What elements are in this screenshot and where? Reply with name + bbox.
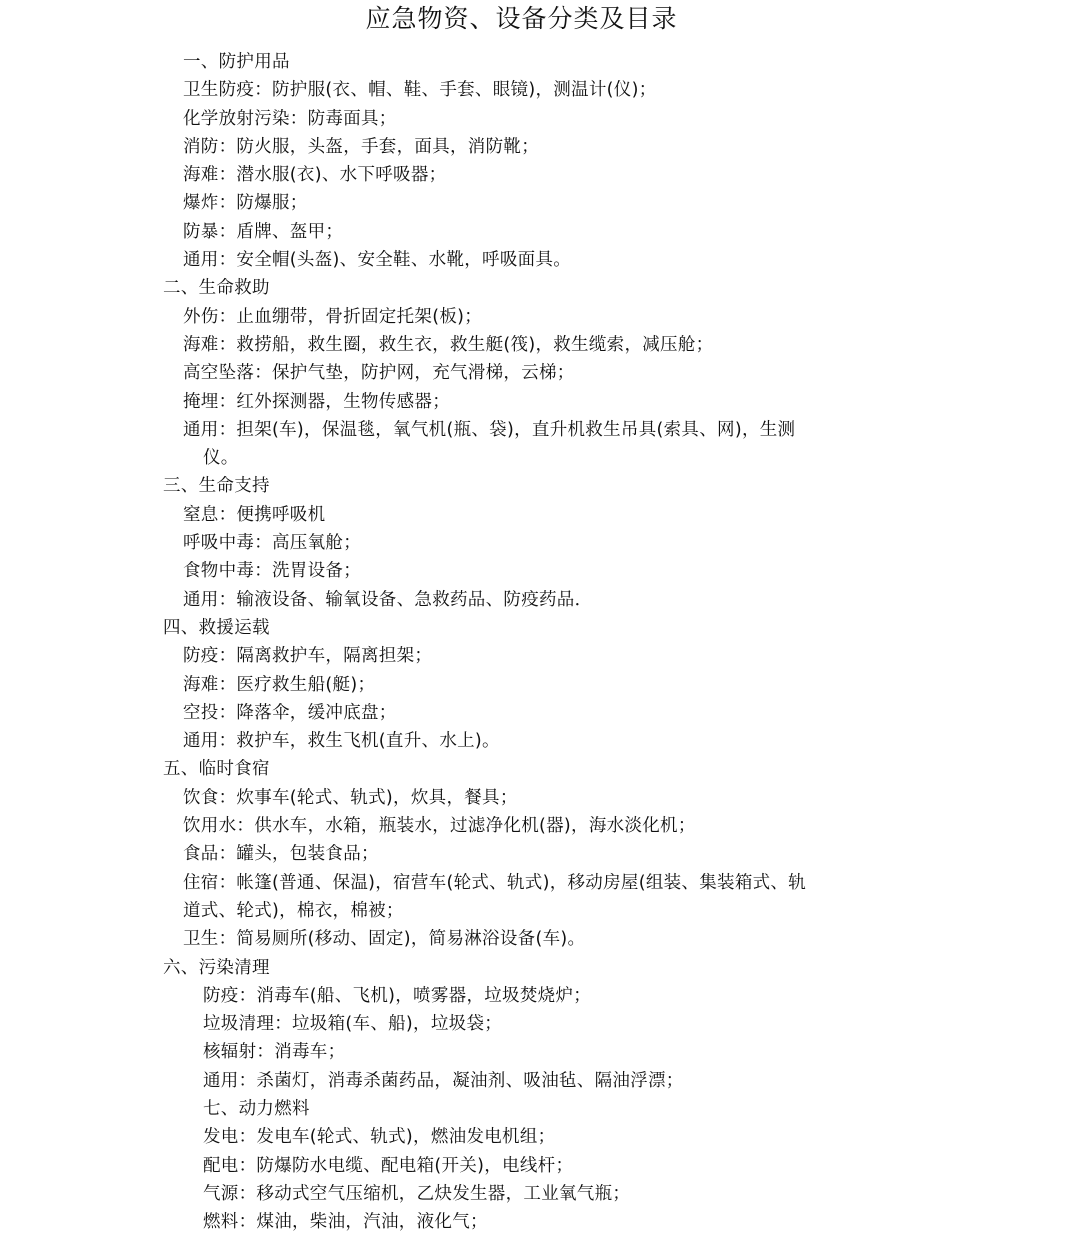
document-title: 应急物资、设备分类及目录 <box>365 4 678 33</box>
list-item: 通用：杀菌灯，消毒杀菌药品，凝油剂、吸油毡、隔油浮漂； <box>203 1070 684 1091</box>
section-heading-life-support: 三、生命支持 <box>163 476 270 497</box>
list-item: 食品：罐头，包装食品； <box>183 844 379 865</box>
list-item: 海难：医疗救生船(艇)； <box>183 674 376 695</box>
list-item: 通用：担架(车)，保温毯，氧气机(瓶、袋)，直升机救生吊具(索具、网)，生测 <box>183 419 796 440</box>
list-item: 掩埋：红外探测器，生物传感器； <box>183 391 450 412</box>
document-body <box>0 48 1080 1236</box>
list-item: 防疫：消毒车(船、飞机)，喷雾器，垃圾焚烧炉； <box>203 985 592 1006</box>
list-item: 通用：安全帽(头盔)、安全鞋、水靴，呼吸面具。 <box>183 250 572 271</box>
list-item: 饮食：炊事车(轮式、轨式)，炊具，餐具； <box>183 787 518 808</box>
list-item: 外伤：止血绷带，骨折固定托架(板)； <box>183 306 483 327</box>
list-item: 防疫：隔离救护车，隔离担架； <box>183 646 433 667</box>
list-item: 卫生：简易厕所(移动、固定)，简易淋浴设备(车)。 <box>183 929 586 950</box>
list-item: 高空坠落：保护气垫，防护网，充气滑梯，云梯； <box>183 363 575 384</box>
section-heading-pollution-cleanup: 六、污染清理 <box>163 957 270 978</box>
list-item-continuation: 道式、轮式)，棉衣，棉被； <box>183 900 404 921</box>
list-item: 通用：输液设备、输氧设备、急救药品、防疫药品． <box>183 589 593 610</box>
list-item: 气源：移动式空气压缩机，乙炔发生器，工业氧气瓶； <box>203 1183 631 1204</box>
list-item: 燃料：煤油，柴油，汽油，液化气； <box>203 1212 488 1233</box>
list-item: 卫生防疫：防护服(衣、帽、鞋、手套、眼镜)，测温计(仪)； <box>183 80 657 101</box>
list-item: 垃圾清理：垃圾箱(车、船)，垃圾袋； <box>203 1014 503 1035</box>
list-item: 海难：救捞船，救生圈，救生衣，救生艇(筏)，救生缆索，减压舱； <box>183 334 714 355</box>
list-item: 食物中毒：洗胃设备； <box>183 561 361 582</box>
list-item: 住宿：帐篷(普通、保温)，宿营车(轮式、轨式)，移动房屋(组装、集装箱式、轨 <box>183 872 807 893</box>
list-item: 防暴：盾牌、盔甲； <box>183 221 344 242</box>
list-item: 消防：防火服，头盔，手套，面具，消防靴； <box>183 136 539 157</box>
list-item: 呼吸中毒：高压氧舱； <box>183 533 361 554</box>
section-heading-rescue-transport: 四、救援运载 <box>163 617 270 638</box>
list-item: 海难：潜水服(衣)、水下呼吸器； <box>183 165 447 186</box>
section-heading-protective-equipment: 一、防护用品 <box>183 52 290 72</box>
section-heading-life-rescue: 二、生命救助 <box>163 278 270 299</box>
list-item-continuation: 仪。 <box>203 448 239 469</box>
section-heading-power-fuel: 七、动力燃料 <box>203 1098 310 1119</box>
list-item: 窒息：便携呼吸机 <box>183 504 326 525</box>
list-item: 爆炸：防爆服； <box>183 193 308 214</box>
list-item: 空投：降落伞，缓冲底盘； <box>183 702 397 723</box>
list-item: 饮用水：供水车，水箱，瓶装水，过滤净化机(器)，海水淡化机； <box>183 816 696 837</box>
section-heading-temporary-lodging: 五、临时食宿 <box>163 759 270 780</box>
list-item: 配电：防爆防水电缆、配电箱(开关)，电线杆； <box>203 1155 574 1176</box>
list-item: 化学放射污染：防毒面具； <box>183 108 397 129</box>
list-item: 发电：发电车(轮式、轨式)，燃油发电机组； <box>203 1127 556 1148</box>
list-item: 通用：救护车，救生飞机(直升、水上)。 <box>183 731 500 752</box>
list-item: 核辐射：消毒车； <box>203 1042 346 1063</box>
